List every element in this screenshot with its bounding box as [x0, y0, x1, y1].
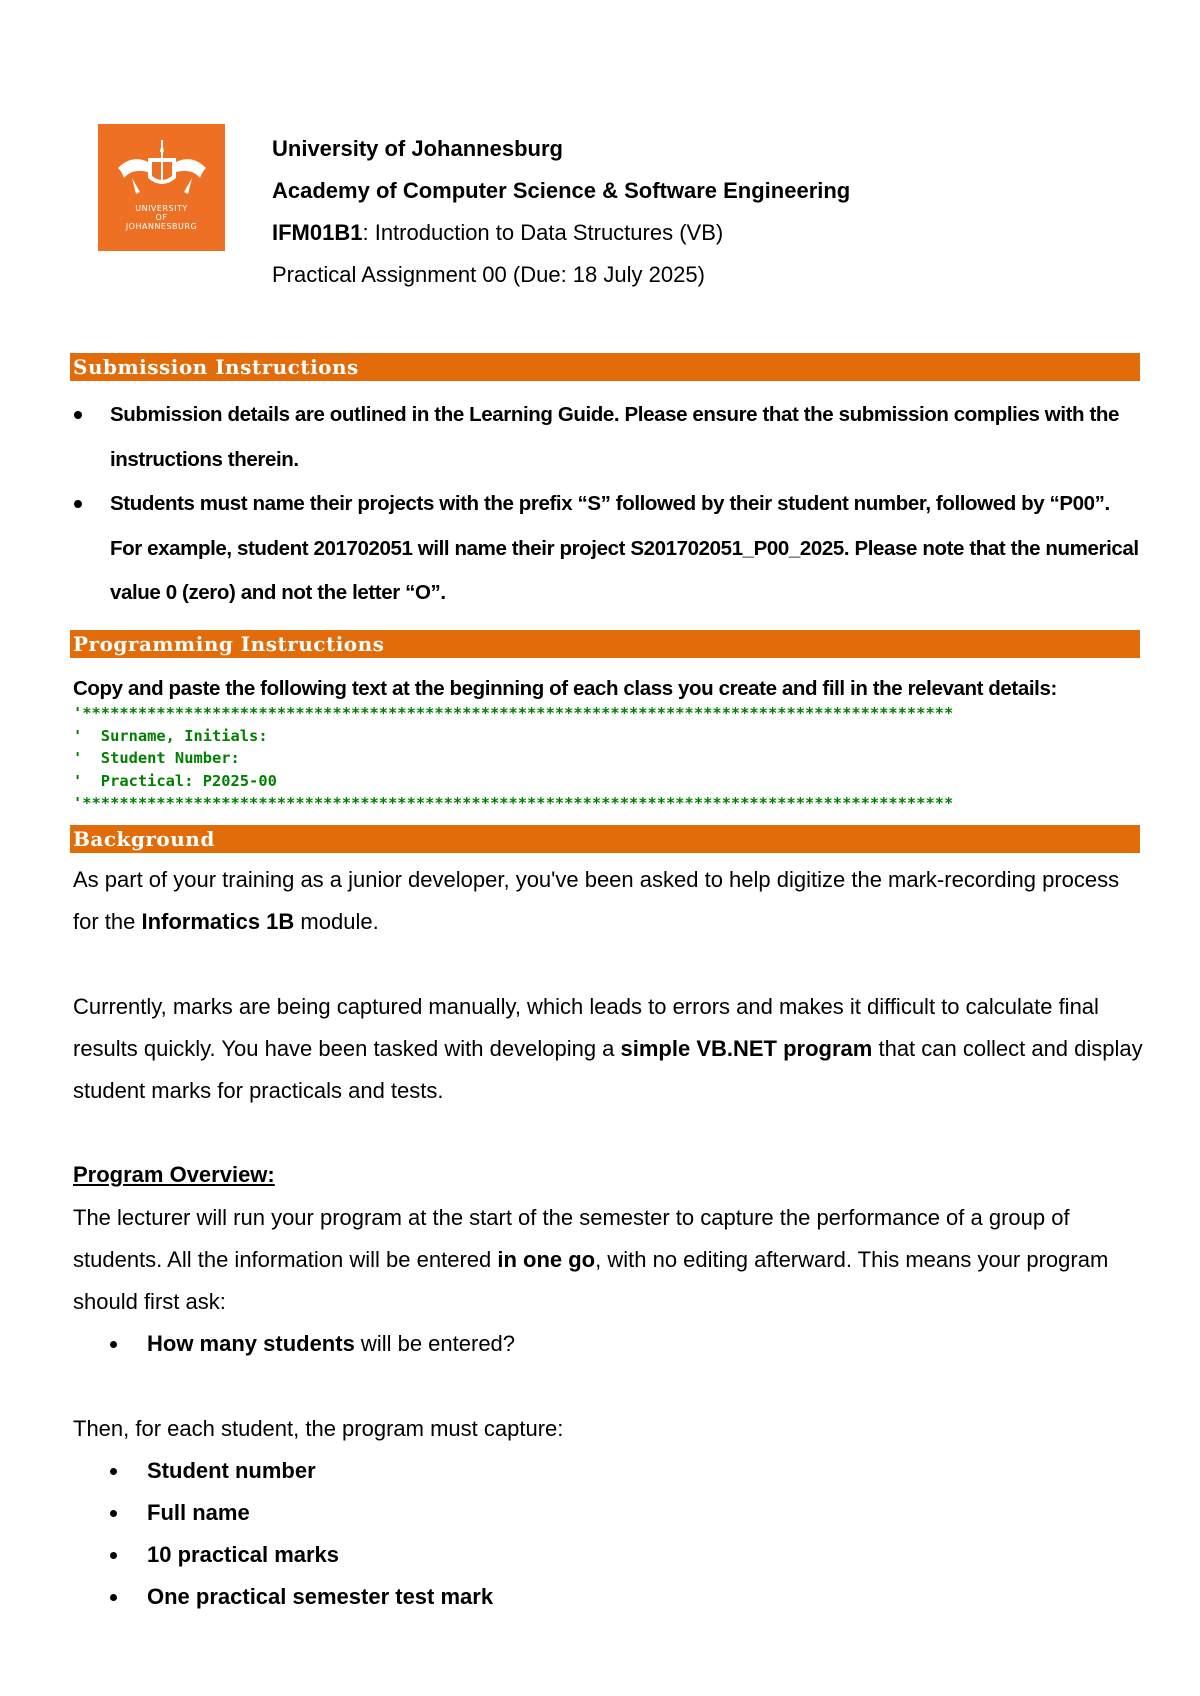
capture-list — [73, 1450, 1143, 1619]
crest-icon — [114, 138, 210, 200]
code-line: ' Surname, Initials: — [73, 726, 268, 745]
list-item: How many students will be entered? — [73, 1323, 1143, 1365]
submission-heading: Submission Instructions — [70, 353, 1140, 381]
list-item: 10 practical marks — [73, 1534, 1143, 1576]
overview-heading: Program Overview: — [73, 1162, 275, 1188]
course-code: IFM01B1 — [272, 220, 363, 245]
list-item: Student number — [73, 1450, 1143, 1492]
assignment-title: Practical Assignment 00 (Due: 18 July 2025) — [272, 262, 705, 287]
submission-list — [70, 393, 1140, 616]
paragraph: Then, for each student, the program must capture: — [73, 1415, 564, 1441]
academy-name: Academy of Computer Science & Software Engineering — [272, 178, 851, 203]
list-item: Students must name their projects with the prefix “S” followed by their student number, followed by “P00”. For example, student 201702051 will name their project S201702051_P00_2025. Please note that the numerical value 0 (zero) and not the letter “O”. — [70, 482, 1140, 616]
logo-text: UNIVERSITY OF JOHANNESBURG — [125, 204, 198, 231]
course-title: : Introduction to Data Structures (VB) — [362, 220, 724, 245]
list-item: One practical semester test mark — [73, 1576, 1143, 1618]
paragraph: Currently, marks are being captured manually, which leads to errors and makes it difficult to calculate final results quickly. You have been tasked with developing a simple VB.NET program that can collect and display student marks for practicals and tests. — [73, 993, 1143, 1103]
paragraph: As part of your training as a junior developer, you've been asked to help digitize the mark-recording process for the Informatics 1B module. — [73, 867, 1120, 935]
background-body — [73, 859, 1143, 1619]
ask-list — [73, 1323, 1143, 1365]
list-item: Submission details are outlined in the Learning Guide. Please ensure that the submission complies with the instructions therein. — [70, 393, 1140, 482]
background-heading: Background — [70, 825, 1140, 853]
code-border: '********************************************************************************************** — [73, 794, 954, 812]
university-name: University of Johannesburg — [272, 136, 563, 161]
programming-heading: Programming Instructions — [70, 630, 1140, 658]
course-line — [272, 212, 850, 254]
code-block — [73, 702, 953, 815]
university-logo — [98, 124, 225, 251]
code-line: ' Student Number: — [73, 749, 240, 767]
programming-intro: Copy and paste the following text at the beginning of each class you create and fill in the relevant details: — [73, 677, 1057, 700]
paragraph: The lecturer will run your program at the start of the semester to capture the performance of a group of students. All the information will be entered in one go, with no editing afterward. This means your program should first ask: — [73, 1204, 1109, 1314]
code-border: '********************************************************************************************** — [73, 704, 954, 722]
document-header — [272, 128, 850, 296]
code-line: ' Practical: P2025-00 — [73, 771, 277, 790]
list-item: Full name — [73, 1492, 1143, 1534]
